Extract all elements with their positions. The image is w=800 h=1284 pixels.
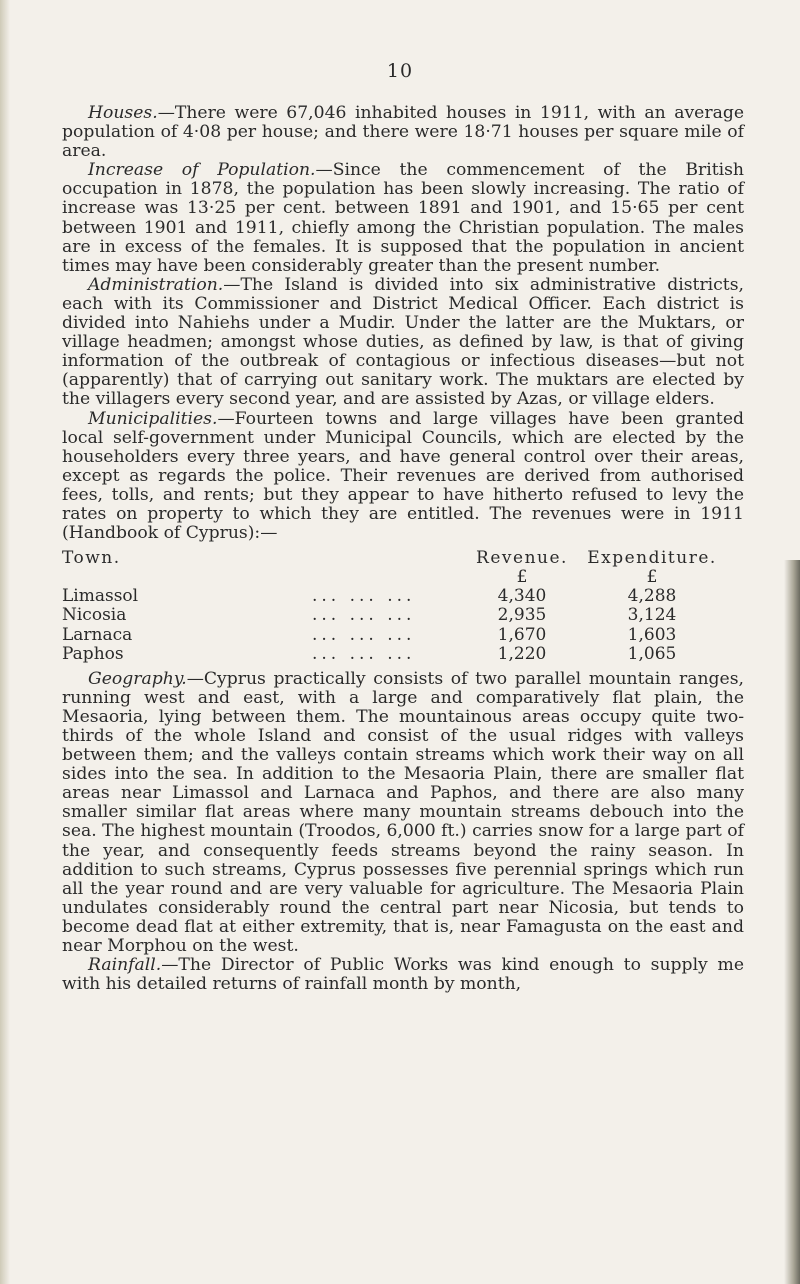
town-name: Limassol [62,586,139,607]
expenditure-value: 1,065 [627,643,677,664]
currency-expenditure: £ [646,567,658,588]
paragraph-text: —Since the commencement of the British occupation in 1878, the population has been slowly increasing. The ratio of increase was 13·25 per cent. between 1891 and 1901, and 15·65 per cent between 1901 and 1911, chiefly among the Christian population. The males are in excess of the females. It is supposed that the population in ancient times may have been considerably greater than the present number. [62,160,744,276]
currency-revenue: £ [516,567,528,588]
table-row [62,626,722,645]
paragraph-text: —The Director of Public Works was kind enough to supply me with his detailed returns of rainfall month by month, [62,955,744,995]
column-header-revenue: Revenue. [476,548,568,569]
paragraph-heading: Administration. [88,274,224,295]
expenditure-value: 1,603 [627,624,677,645]
revenue-table-currency-row [62,568,722,587]
revenue-table-header [62,549,722,568]
revenue-value: 1,670 [497,624,547,645]
paragraph-text: —Cyprus practically consists of two parallel mountain ranges, running west and east, with a large and comparatively flat plain, the Mesaoria, lying between them. The mountainous areas occupy quite two-thirds of the whole Island and consist of the usual ridges with valleys between them; and the valleys contain streams which work their way on all sides into the sea. In addition to the Mesaoria Plain, there are smaller flat areas near Limassol and Larnaca and Paphos, and there are also many smaller similar flat areas where many mountain streams debouch into the sea. The highest mountain (Troodos, 6,000 ft.) carries snow for a large part of the year, and consequently feeds streams beyond the rainy season. In addition to such streams, Cyprus possesses five perennial springs which run all the year round and are very valuable for agriculture. The Mesaoria Plain undulates considerably round the central part near Nicosia, but tends to become dead flat at either extremity, that is, near Famagusta on the east and near Morphou on the west. [62,668,744,957]
page-edge-shadow-left [0,0,10,1284]
paragraph-heading: Increase of Population. [88,160,316,181]
leader-dots: ... ... ... [312,643,416,664]
revenue-value: 1,220 [497,643,547,664]
column-header-expenditure: Expenditure. [587,548,717,569]
column-header-town: Town. [62,548,121,569]
table-row [62,645,722,664]
paragraph-text: —The Island is divided into six administrative districts, each with its Commissioner and District Medical Officer. Each district is divided into Nahiehs under a Mudir. Under the latter are the Muktars, or village headmen; amongst whose duties, as defined by law, is that of giving information of the outbreak of contagious or infectious diseases—but not (apparently) that of carrying out sanitary work. The muktars are elected by the villagers every second year, and are assisted by Azas, or village elders. [62,274,744,410]
leader-dots: ... ... ... [312,586,416,607]
table-row [62,606,722,625]
paragraph-houses [62,104,744,161]
paragraph-increase-of-population [62,161,744,276]
expenditure-value: 3,124 [627,605,677,626]
town-name: Paphos [62,643,124,664]
leader-dots: ... ... ... [312,624,416,645]
page-edge-shadow-right [784,560,800,1284]
paragraph-geography [62,670,744,956]
leader-dots: ... ... ... [312,605,416,626]
paragraph-heading: Rainfall. [88,955,162,976]
table-row [62,587,722,606]
paragraph-municipalities [62,410,744,544]
revenue-value: 2,935 [497,605,547,626]
town-name: Nicosia [62,605,127,626]
paragraph-text: —There were 67,046 inhabited houses in 1911, with an average population of 4·08 per house; and there were 18·71 houses per square mile of area. [62,103,744,162]
paragraph-heading: Geography. [88,668,187,689]
town-name: Larnaca [62,624,133,645]
revenue-table [62,549,722,664]
paragraph-heading: Municipalities. [88,408,218,429]
expenditure-value: 4,288 [627,586,677,607]
paragraph-administration [62,276,744,410]
paragraph-text: —Fourteen towns and large villages have been granted local self-government under Municipal Councils, which are elected by the householders every three years, and have general control over their areas, except as regards the police. Their revenues are derived from authorised fees, tolls, and rents; but they appear to have hitherto refused to levy the rates on property to which they are entitled. The revenues were in 1911 (Handbook of Cyprus):— [62,408,744,544]
paragraph-rainfall [62,956,744,994]
body-text [62,104,744,994]
page-number: 10 [386,60,414,82]
paragraph-heading: Houses. [88,103,158,123]
revenue-value: 4,340 [497,586,547,607]
